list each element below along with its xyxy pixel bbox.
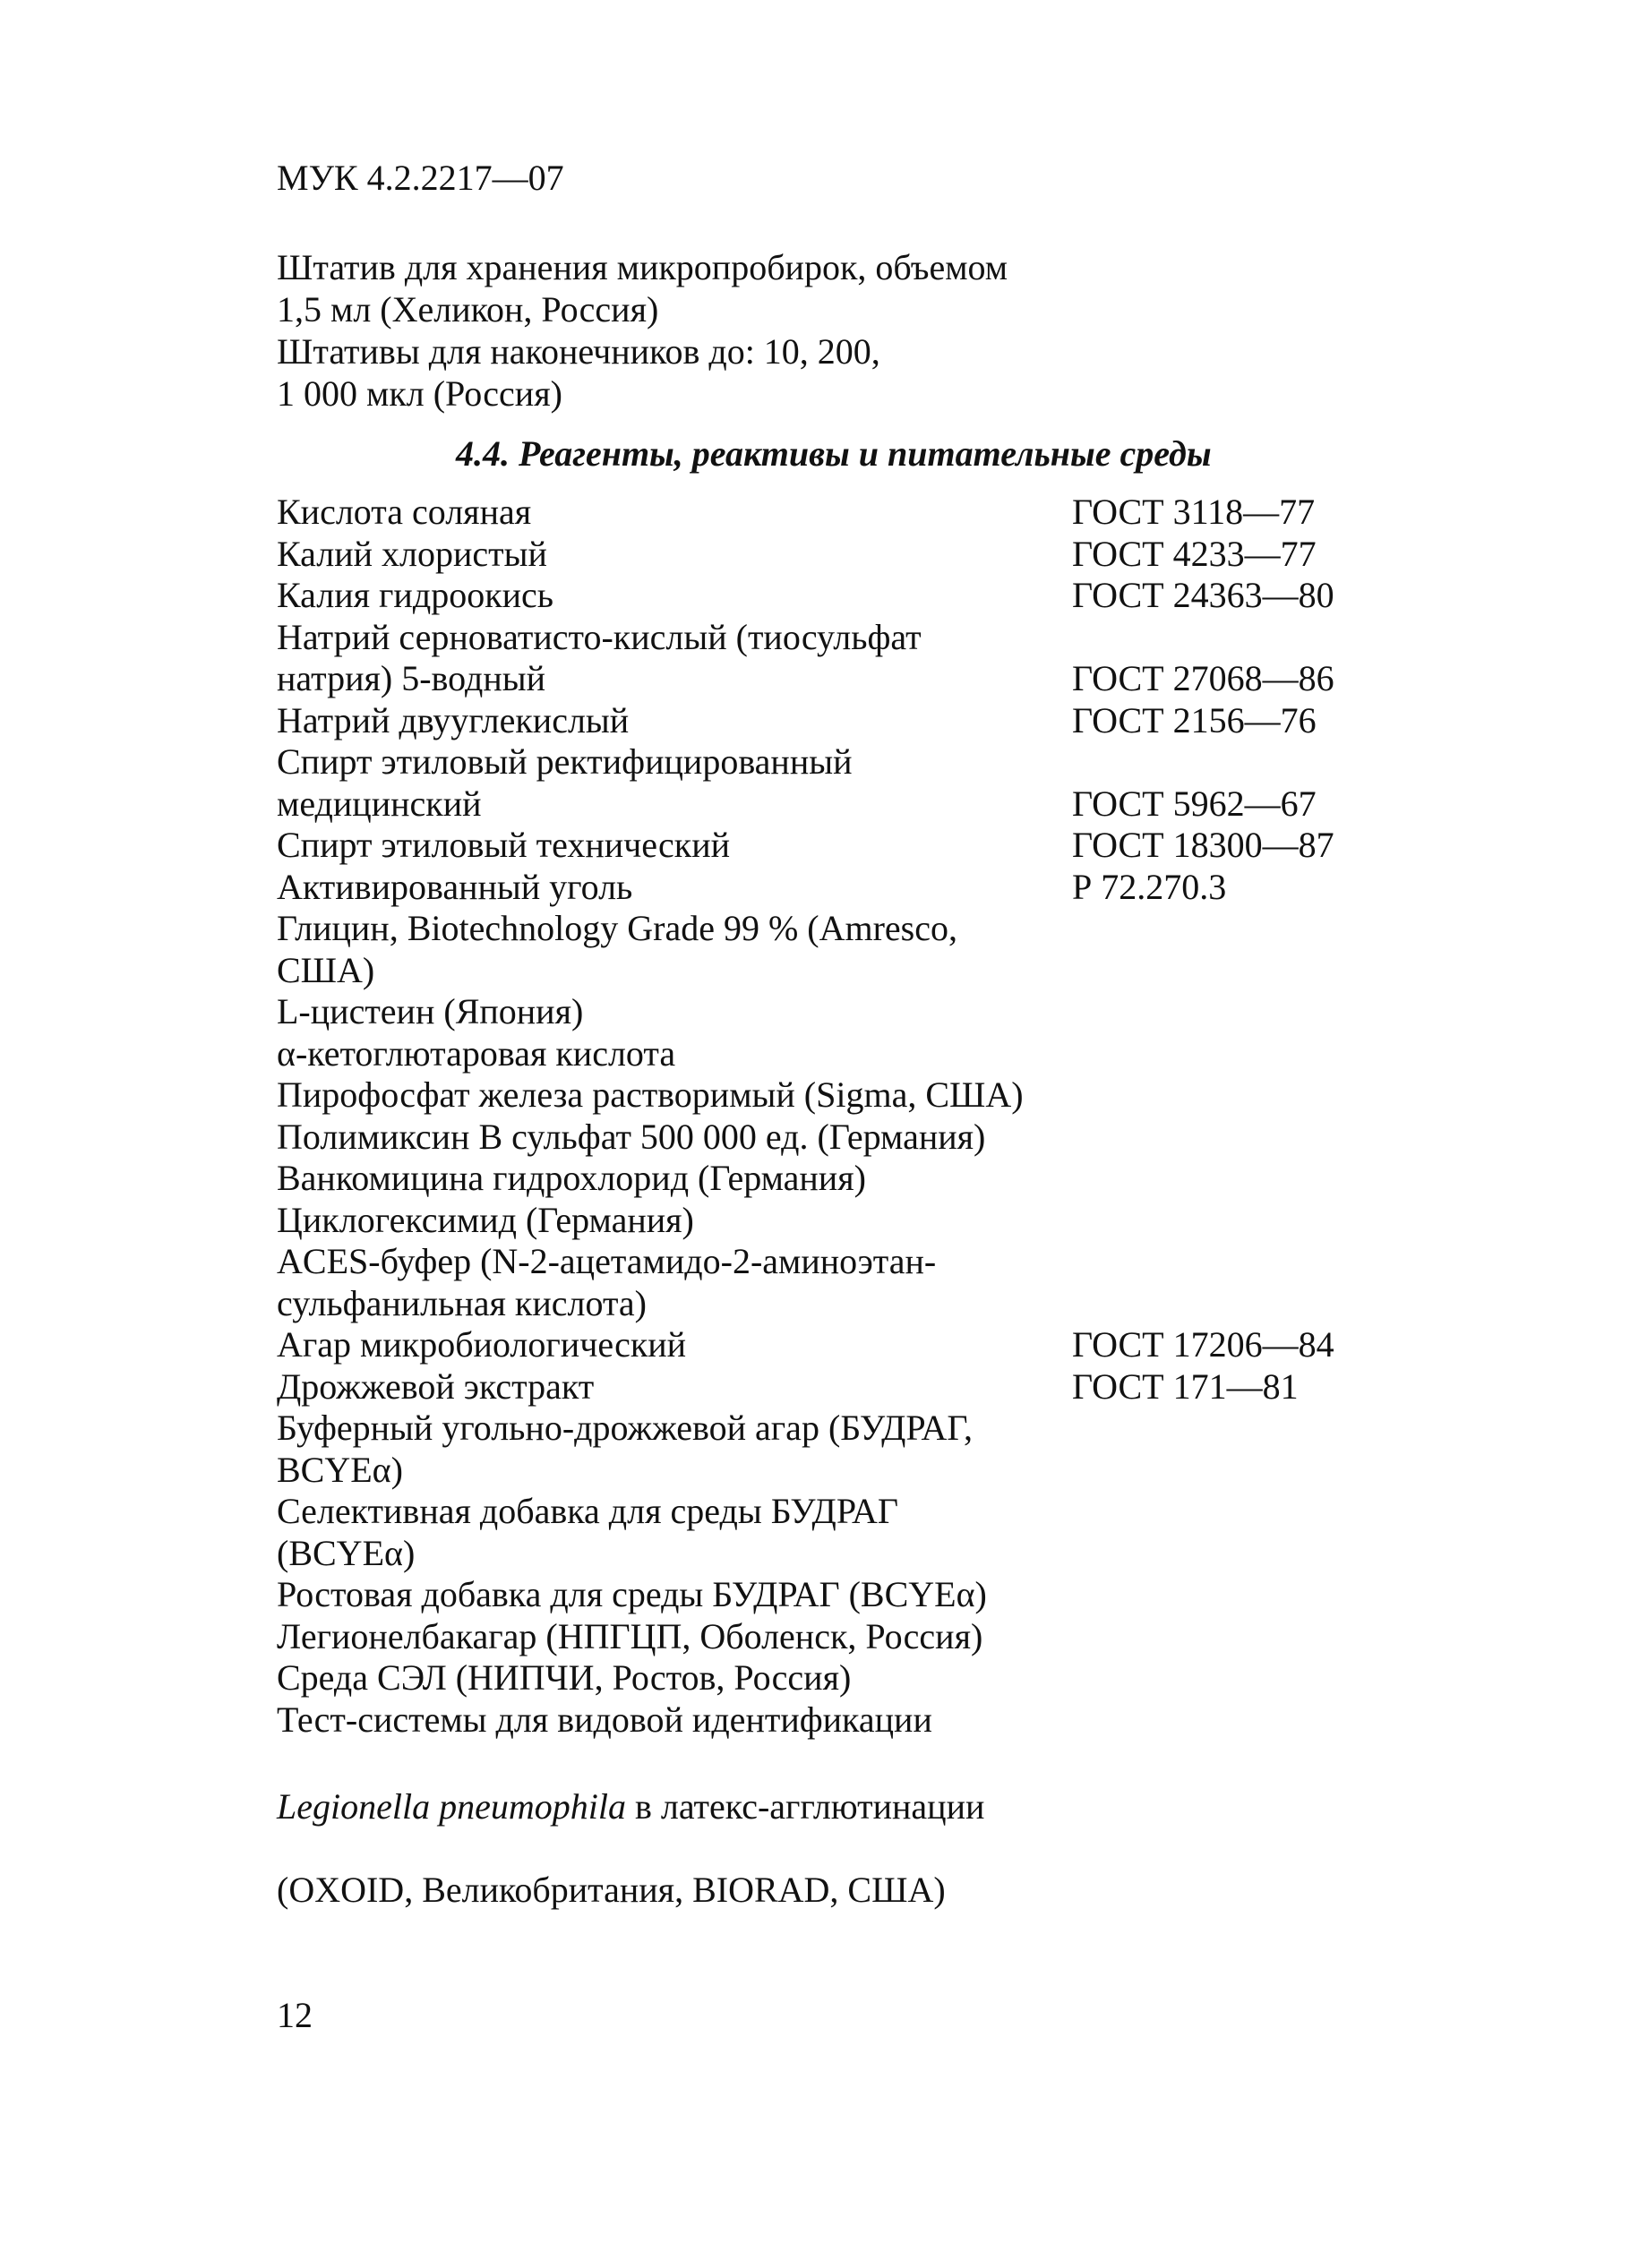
document-code: МУК 4.2.2217—07 xyxy=(277,158,564,198)
reagent-row xyxy=(277,1033,1405,1075)
reagent-name: L-цистеин (Япония) xyxy=(277,991,584,1031)
reagent-name: Кислота соляная xyxy=(277,492,532,532)
intro-line: Штатив для хранения микропробирок, объемом xyxy=(277,247,1008,287)
reagent-name: Среда СЭЛ (НИПЧИ, Ростов, Россия) xyxy=(277,1657,852,1698)
reagent-row xyxy=(277,908,1405,991)
reagent-row xyxy=(277,1491,1405,1574)
reagent-row xyxy=(277,1241,1405,1324)
reagent-name: Полимиксин В сульфат 500 000 ед. (Германия) xyxy=(277,1116,986,1157)
reagent-name-rest: в латекс-агглютинации xyxy=(625,1785,985,1827)
page-number: 12 xyxy=(277,1995,313,2035)
reagent-name: Ванкомицина гидрохлорид (Германия) xyxy=(277,1158,866,1198)
reagent-row xyxy=(277,1158,1405,1200)
reagent-standard: ГОСТ 2156—76 xyxy=(1072,699,1317,740)
reagent-standard: ГОСТ 4233—77 xyxy=(1072,533,1317,574)
reagent-name xyxy=(277,1744,1083,1911)
reagent-standard: ГОСТ 18300—87 xyxy=(1072,825,1334,865)
reagent-name: Натрий двууглекислый xyxy=(277,699,630,740)
reagent-name: Натрий серноватисто-кислый (тиосульфат натрия) 5-водный xyxy=(277,616,922,698)
reagent-row xyxy=(277,1616,1405,1658)
reagent-row xyxy=(277,1117,1405,1159)
reagent-standard: ГОСТ 171—81 xyxy=(1072,1365,1299,1407)
equipment-list-continuation xyxy=(277,246,1083,415)
reagent-name: Активированный уголь xyxy=(277,866,633,907)
reagent-row xyxy=(277,492,1405,534)
reagent-row xyxy=(277,825,1405,867)
reagent-name: Пирофосфат железа растворимый (Sigma, США) xyxy=(277,1074,1024,1115)
reagent-name: Агар микробиологический xyxy=(277,1324,687,1365)
reagent-name: Легионелбакагар (НПГЦП, Оболенск, Россия) xyxy=(277,1615,983,1656)
reagent-row xyxy=(277,867,1405,909)
reagent-name: Калий хлористый xyxy=(277,533,547,574)
reagents-list xyxy=(277,492,1405,1911)
reagent-name: ACES-буфер (N-2-ацетамидо-2-аминоэтан- сульфанильная кислота) xyxy=(277,1241,937,1323)
reagent-row xyxy=(277,1074,1405,1117)
reagent-name-line2: (OXOID, Великобритания, BIORAD, США) xyxy=(277,1869,946,1910)
intro-line: 1,5 мл (Хеликон, Россия) xyxy=(277,289,659,330)
reagent-standard: ГОСТ 5962—67 xyxy=(1072,783,1317,824)
reagent-row xyxy=(277,1324,1405,1366)
reagent-row xyxy=(277,1200,1405,1242)
reagent-row xyxy=(277,1408,1405,1491)
reagent-name: Калия гидроокись xyxy=(277,575,554,615)
intro-line: Штативы для наконечников до: 10, 200, xyxy=(277,331,880,372)
reagent-standard: ГОСТ 17206—84 xyxy=(1072,1324,1334,1365)
reagent-row xyxy=(277,700,1405,742)
reagent-name: α-кетоглютаровая кислота xyxy=(277,1032,676,1074)
reagent-name: Ростовая добавка для среды БУДРАГ (BCYEα) xyxy=(277,1574,987,1614)
reagent-name: Глицин, Biotechnology Grade 99 % (Amresco, США) xyxy=(277,908,957,990)
intro-line: 1 000 мкл (Россия) xyxy=(277,373,562,414)
reagent-row xyxy=(277,741,1405,825)
reagent-row xyxy=(277,534,1405,576)
reagent-standard: ГОСТ 24363—80 xyxy=(1072,575,1334,615)
reagent-row xyxy=(277,1657,1405,1699)
reagent-row xyxy=(277,1699,1405,1742)
reagent-name: Циклогексимид (Германия) xyxy=(277,1199,694,1240)
reagent-name: Буферный угольно-дрожжевой агар (БУДРАГ, BCYEα) xyxy=(277,1408,974,1490)
reagent-name: Спирт этиловый ректифицированный медицинский xyxy=(277,741,853,824)
reagent-row xyxy=(277,1366,1405,1408)
reagent-standard: ГОСТ 3118—77 xyxy=(1072,492,1316,532)
reagent-standard: ГОСТ 27068—86 xyxy=(1072,658,1334,698)
reagent-row xyxy=(277,1574,1405,1616)
reagent-name: Дрожжевой экстракт xyxy=(277,1365,595,1407)
reagent-name: Тест-системы для видовой идентификации xyxy=(277,1699,932,1740)
reagent-row-final xyxy=(277,1741,1405,1911)
reagent-row xyxy=(277,991,1405,1033)
reagent-name: Селективная добавка для среды БУДРАГ (BCYEα) xyxy=(277,1491,898,1573)
reagent-row xyxy=(277,575,1405,617)
reagent-row xyxy=(277,617,1405,700)
section-heading: 4.4. Реагенты, реактивы и питательные среды xyxy=(456,433,1212,474)
reagent-name: Спирт этиловый технический xyxy=(277,825,731,865)
reagent-standard: Р 72.270.3 xyxy=(1072,866,1227,907)
species-name: Legionella pneumophila xyxy=(277,1785,626,1827)
